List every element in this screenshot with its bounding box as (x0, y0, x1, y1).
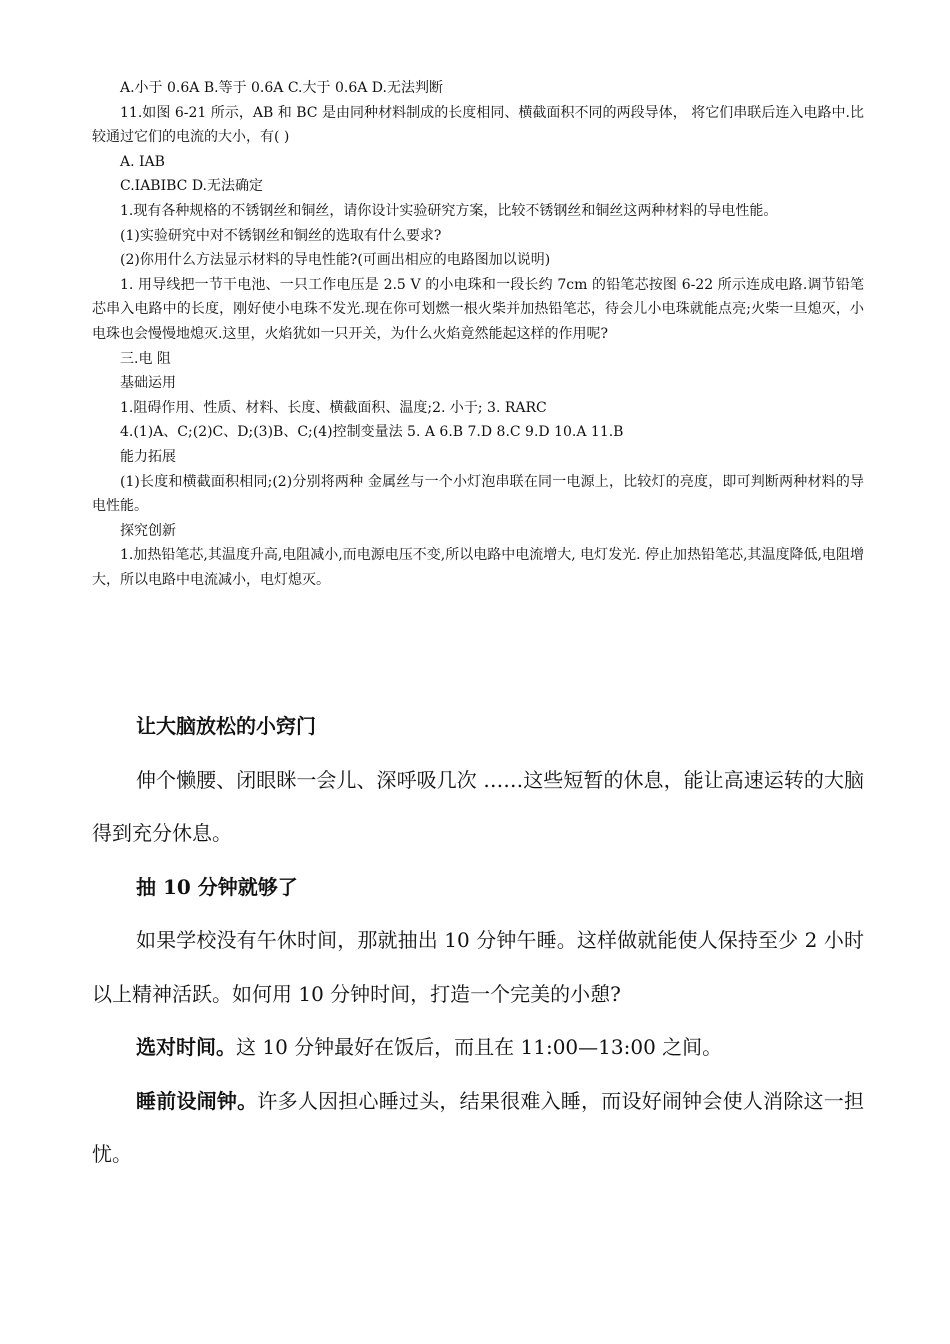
extension-answer: (1)长度和横截面积相同;(2)分别将两种 金属丝与一个小灯泡串联在同一电源上，比较灯的亮度，即可判断两种材料的导电性能。 (92, 473, 864, 515)
answers-line-2: 4.(1)A、C;(2)C、D;(3)B、C;(4)控制变量法 5. A 6.B 7.D 8.C 9.D 10.A 11.B (120, 424, 624, 441)
question-11: 11.如图 6-21 所示，AB 和 BC 是由同种材料制成的长度相同、横截面积不同的两段导体， 将它们串联后连入电路中.比较通过它们的电流的大小，有( ) (92, 104, 864, 146)
article-section (92, 700, 864, 1182)
question-10-options: A.小于 0.6A B.等于 0.6A C.大于 0.6A D.无法判断 (120, 80, 443, 96)
experiment-question: 1. 用导线把一节干电池、一只工作电压是 2.5 V 的小电珠和一段长约 7cm 的铅笔芯按图 6-22 所示连成电路.调节铅笔芯串入电路中的长度，刚好使小电珠不发光.现在你可划燃一根火柴并加热铅笔芯，待会儿小电珠就能点亮;火柴一旦熄灭，小电珠也会慢慢地熄灭.这里，火焰犹如一只开关，为什么火焰竟然能起这样的作用呢? (92, 276, 864, 342)
tip-paragraph-2 (92, 1075, 864, 1182)
section-heading-resistance: 三.电 阻 (120, 350, 171, 367)
inquiry-subquestion-1: (1)实验研究中对不锈钢丝和铜丝的选取有什么要求? (120, 227, 442, 244)
exploration-answer: 1.加热铅笔芯,其温度升高,电阻减小,而电源电压不变,所以电路中电流增大, 电灯发光. 停止加热铅笔芯,其温度降低,电阻增大，所以电路中电流减小，电灯熄灭。 (92, 547, 864, 588)
question-11-option-a: A. IAB (120, 153, 165, 170)
question-11-options-cd: C.IABIBC D.无法确定 (120, 178, 264, 195)
subheading-extension: 能力拓展 (120, 448, 176, 465)
inquiry-subquestion-2: (2)你用什么方法显示材料的导电性能?(可画出相应的电路图加以说明) (120, 252, 551, 269)
subheading-exploration: 探究创新 (120, 522, 176, 539)
article-paragraph-2: 如果学校没有午休时间，那就抽出 10 分钟午睡。这样做就能使人保持至少 2 小时以上精神活跃。如何用 10 分钟时间，打造一个完美的小憩? (92, 928, 864, 1006)
article-subtitle: 抽 10 分钟就够了 (136, 874, 298, 899)
article-paragraph-1: 伸个懒腰、闭眼眯一会儿、深呼吸几次 ……这些短暂的休息，能让高速运转的大脑得到充分休息。 (92, 767, 864, 845)
answers-line-1: 1.阻碍作用、性质、材料、长度、横截面积、温度;2. 小于; 3. RARC (120, 399, 547, 416)
tip-1-text: 这 10 分钟最好在饭后，而且在 11:00—13:00 之间。 (236, 1035, 723, 1059)
tip-2-text: 许多人因担心睡过头，结果很难入睡，而设好闹钟会使人消除这一担忧。 (92, 1088, 865, 1166)
tip-paragraph-1 (92, 1021, 864, 1075)
tip-2-label: 睡前设闹钟。 (136, 1088, 258, 1113)
answer-section (92, 76, 864, 592)
inquiry-question-1: 1.现有各种规格的不锈钢丝和铜丝，请你设计实验研究方案，比较不锈钢丝和铜丝这两种材料的导电性能。 (120, 202, 778, 219)
subheading-basic: 基础运用 (120, 375, 176, 392)
article-title: 让大脑放松的小窍门 (136, 714, 316, 738)
tip-1-label: 选对时间。 (136, 1035, 236, 1059)
